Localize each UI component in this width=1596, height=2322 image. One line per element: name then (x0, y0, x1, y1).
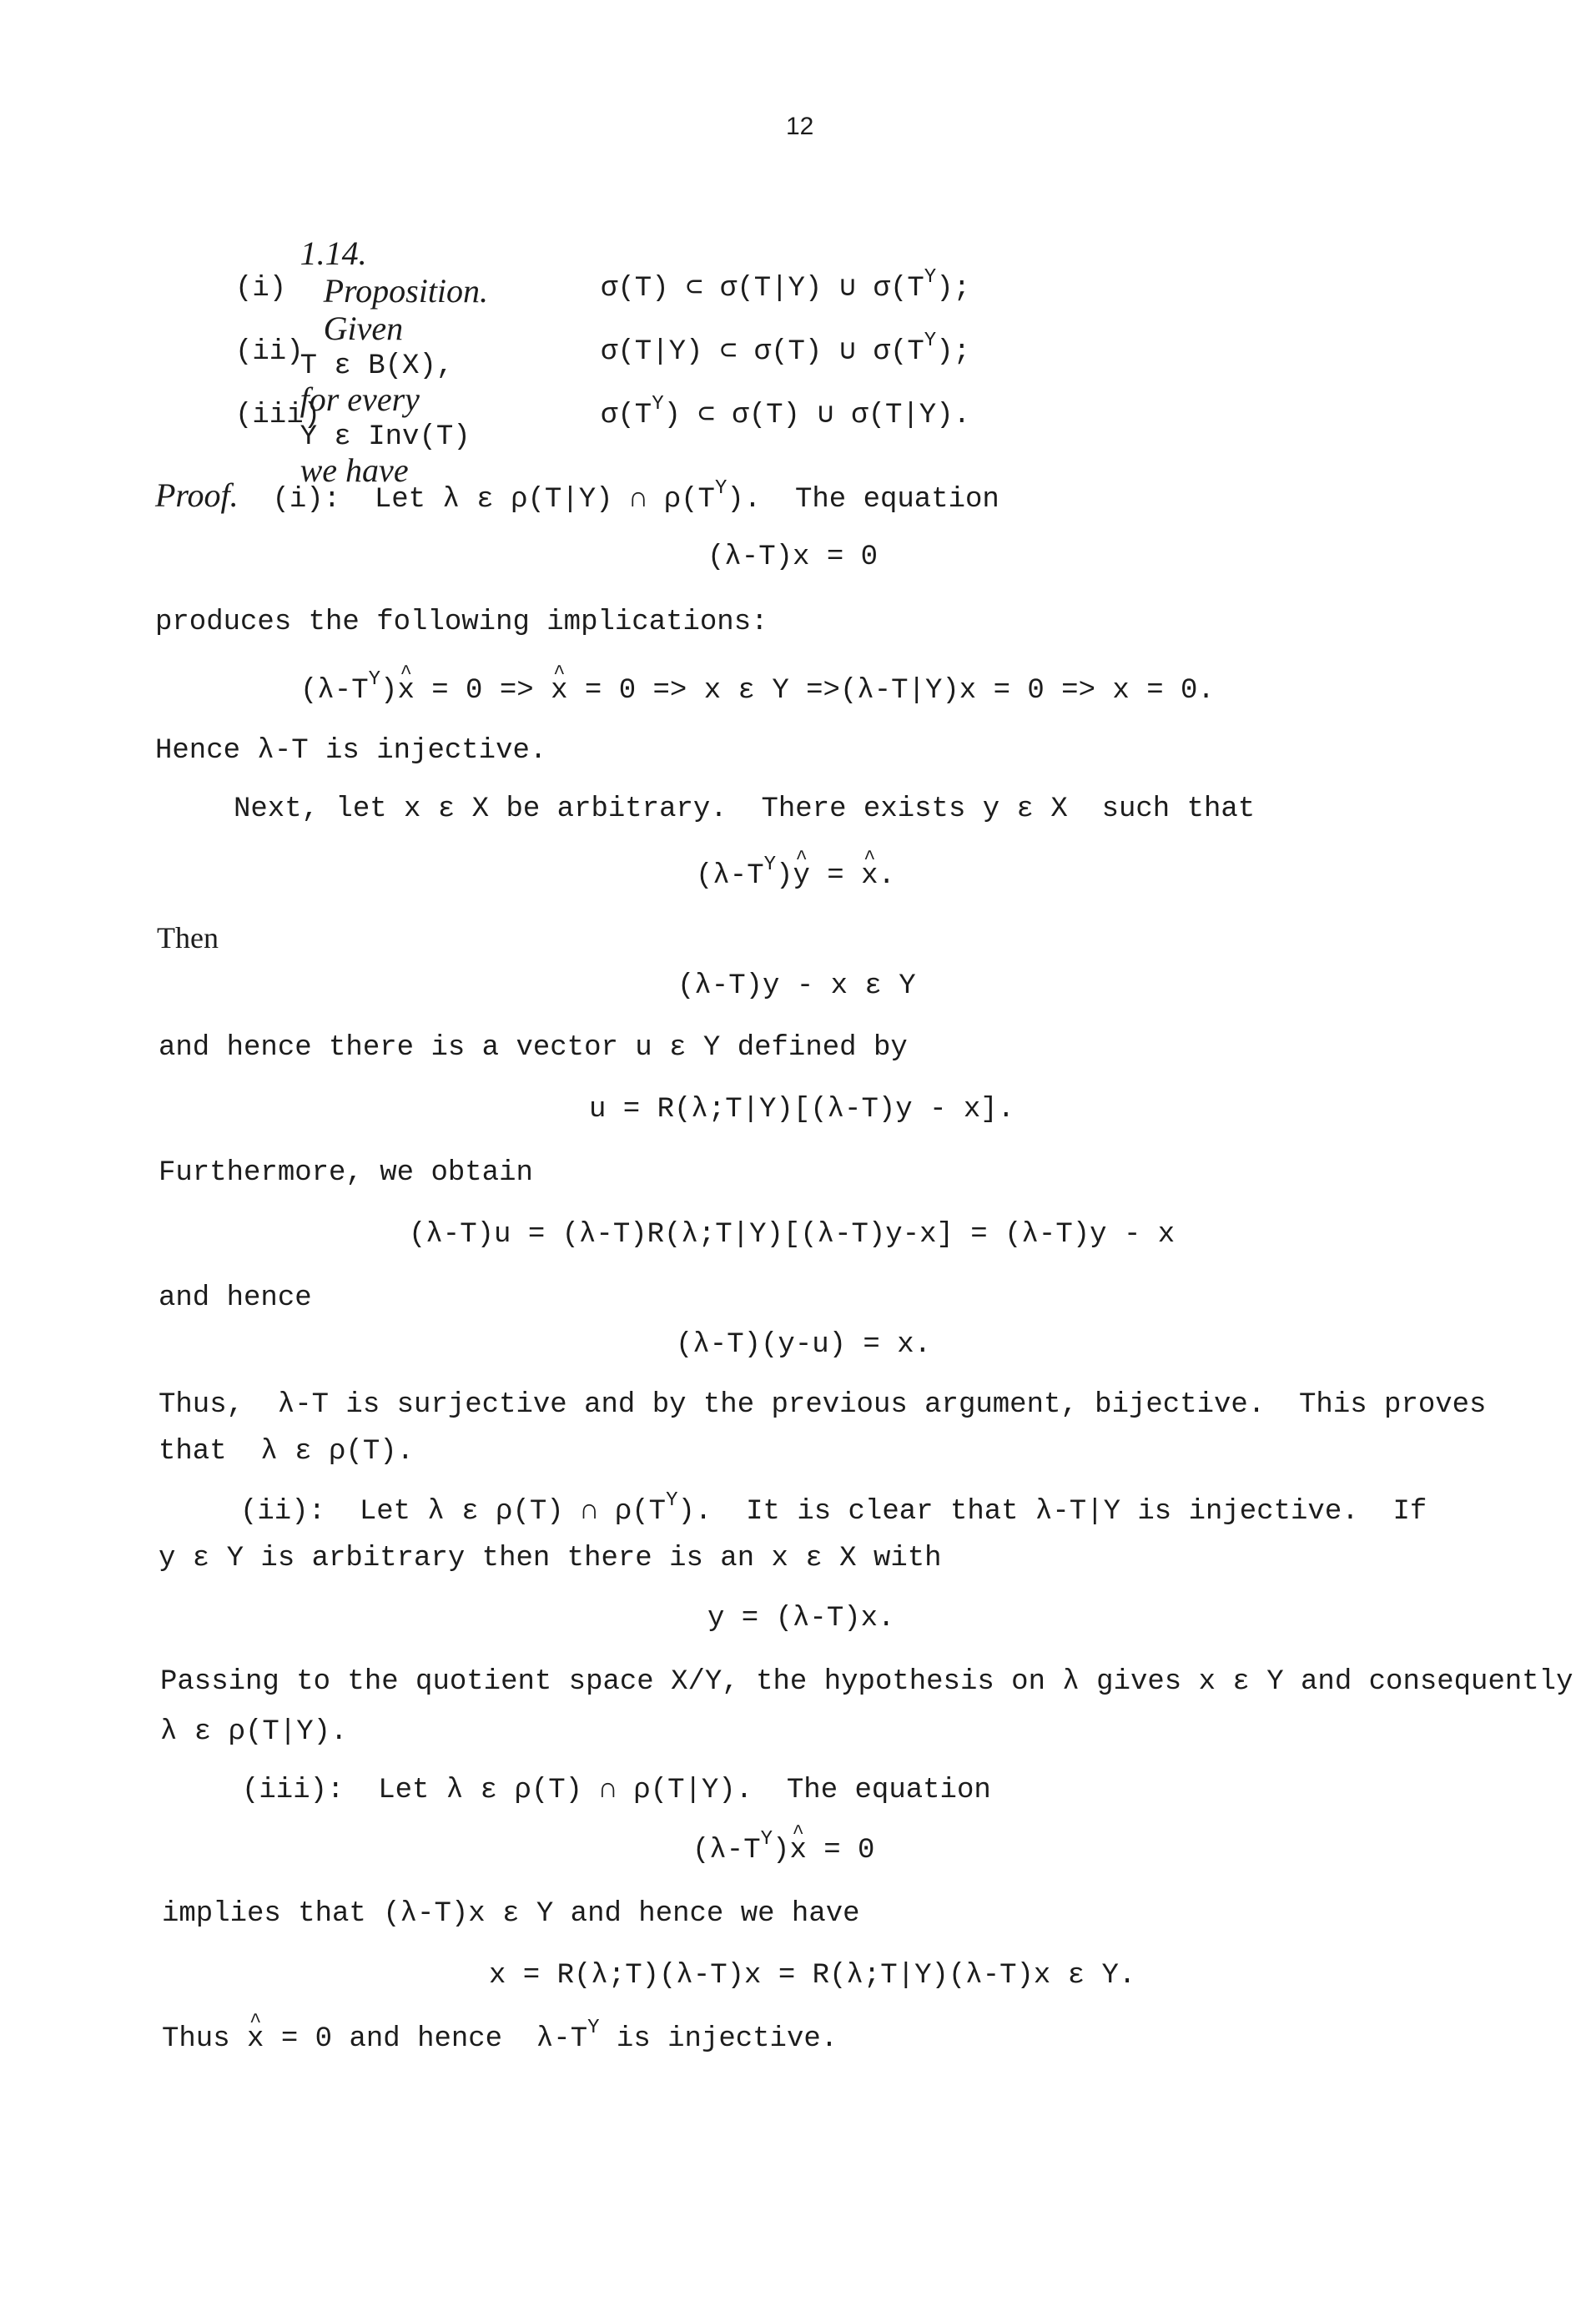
proof-line-11 (240, 1489, 1427, 1531)
item-iii-label: (iii) (235, 400, 321, 431)
formula-part: ) (380, 675, 398, 707)
text: ). It is clear that λ-T|Y is injective. If (677, 1496, 1427, 1528)
proof-line-3: Hence λ-T is injective. (155, 735, 547, 767)
item-iii-formula (601, 393, 971, 435)
superscript: Y (368, 668, 381, 691)
x-hat: ^ x (247, 2022, 264, 2056)
proof-line-14: λ ε ρ(T|Y). (160, 1716, 348, 1748)
formula-part: ) ⊂ σ(T) ∪ σ(T|Y). (663, 400, 971, 431)
superscript: Y (666, 1489, 678, 1512)
formula-part: . (878, 860, 895, 892)
proof-line-13: Passing to the quotient space X/Y, the hypothesis on λ gives x ε Y and consequently (160, 1666, 1573, 1698)
proposition-text-3: for every (300, 380, 420, 418)
superscript: Y (652, 393, 664, 416)
proof-line-8: and hence (159, 1282, 312, 1314)
proof-label: Proof. (155, 476, 239, 514)
equation-7: (λ-T)(y-u) = x. (676, 1329, 932, 1361)
equation-5: u = R(λ;T|Y)[(λ-T)y - x]. (589, 1094, 1015, 1126)
formula-part: σ(T (601, 400, 652, 431)
proof-line-17 (162, 2017, 838, 2058)
proof-line-4: Next, let x ε X be arbitrary. There exists y ε X such that (234, 793, 1256, 825)
proof-line-6: and hence there is a vector u ε Y defined by (159, 1032, 908, 1064)
superscript: Y (924, 266, 937, 289)
equation-10: x = R(λ;T)(λ-T)x = R(λ;T|Y)(λ-T)x ε Y. (489, 1960, 1136, 1992)
proposition-text-5: we have (300, 451, 409, 489)
proof-line-9: Thus, λ-T is surjective and by the previous argument, bijective. This proves (159, 1389, 1487, 1421)
formula-part: ); (936, 336, 971, 368)
equation-9 (692, 1828, 875, 1870)
item-ii-label: (ii) (235, 336, 304, 368)
formula-part: ) (773, 1835, 790, 1866)
equation-1: (λ-T)x = 0 (707, 541, 879, 573)
formula-part: = 0 (806, 1835, 875, 1866)
text: (i): Let λ ε ρ(T|Y) ∩ ρ(T (272, 484, 715, 516)
superscript: Y (924, 330, 937, 352)
proof-line-7: Furthermore, we obtain (159, 1157, 533, 1189)
proposition-label: Proposition. (323, 272, 489, 310)
proof-line-1 (155, 476, 999, 519)
equation-8: y = (λ-T)x. (707, 1603, 895, 1634)
formula-part: (λ-T (300, 675, 369, 707)
item-i-label: (i) (235, 273, 287, 305)
x-hat: ^ x (551, 674, 567, 708)
formula-part: = 0 => x ε Y =>(λ-T|Y)x = 0 => x = 0. (567, 675, 1215, 707)
formula-part: (λ-T (696, 860, 764, 892)
x-hat: ^ x (861, 859, 878, 893)
y-hat: ^ y (793, 859, 809, 893)
proof-line-5: Then (157, 921, 219, 954)
formula-part: (λ-T (692, 1835, 761, 1866)
superscript: Y (763, 854, 777, 876)
proof-line-15: (iii): Let λ ε ρ(T) ∩ ρ(T|Y). The equation (242, 1775, 991, 1806)
x-hat: ^ x (789, 1834, 806, 1867)
x-hat: ^ x (397, 674, 414, 708)
text: ). The equation (727, 484, 999, 516)
text: (ii): Let λ ε ρ(T) ∩ ρ(T (240, 1496, 667, 1528)
formula-part: = 0 => (414, 675, 551, 707)
proof-line-10: that λ ε ρ(T). (159, 1436, 415, 1468)
formula-part: σ(T|Y) ⊂ σ(T) ∪ σ(T (601, 336, 924, 368)
formula-part: ); (936, 273, 971, 305)
proposition-text-2: T ε B(X), (300, 350, 454, 382)
proof-line-16: implies that (λ-T)x ε Y and hence we have (162, 1898, 860, 1930)
equation-3 (696, 854, 895, 895)
formula-part: ) (776, 860, 793, 892)
text: = 0 and hence λ-T (264, 2023, 588, 2055)
proposition-number: 1.14. (300, 234, 367, 272)
page-number: 12 (786, 113, 814, 140)
proof-line-12: y ε Y is arbitrary then there is an x ε X with (159, 1543, 942, 1574)
superscript: Y (760, 1828, 773, 1851)
proposition-text-1: Given (323, 310, 404, 347)
superscript: Y (587, 2017, 600, 2039)
item-i-formula (601, 266, 971, 308)
proposition-text-4: Y ε Inv(T) (300, 421, 471, 453)
item-ii-formula (601, 330, 971, 371)
formula-part: σ(T) ⊂ σ(T|Y) ∪ σ(T (601, 273, 924, 305)
formula-part: = (809, 860, 862, 892)
text: is injective. (599, 2023, 838, 2055)
equation-6: (λ-T)u = (λ-T)R(λ;T|Y)[(λ-T)y-x] = (λ-T)y - x (409, 1219, 1176, 1251)
equation-2 (300, 668, 1215, 710)
proof-line-2: produces the following implications: (155, 607, 768, 638)
superscript: Y (714, 477, 728, 500)
text: Thus (162, 2023, 248, 2055)
equation-4: (λ-T)y - x ε Y (677, 970, 916, 1002)
